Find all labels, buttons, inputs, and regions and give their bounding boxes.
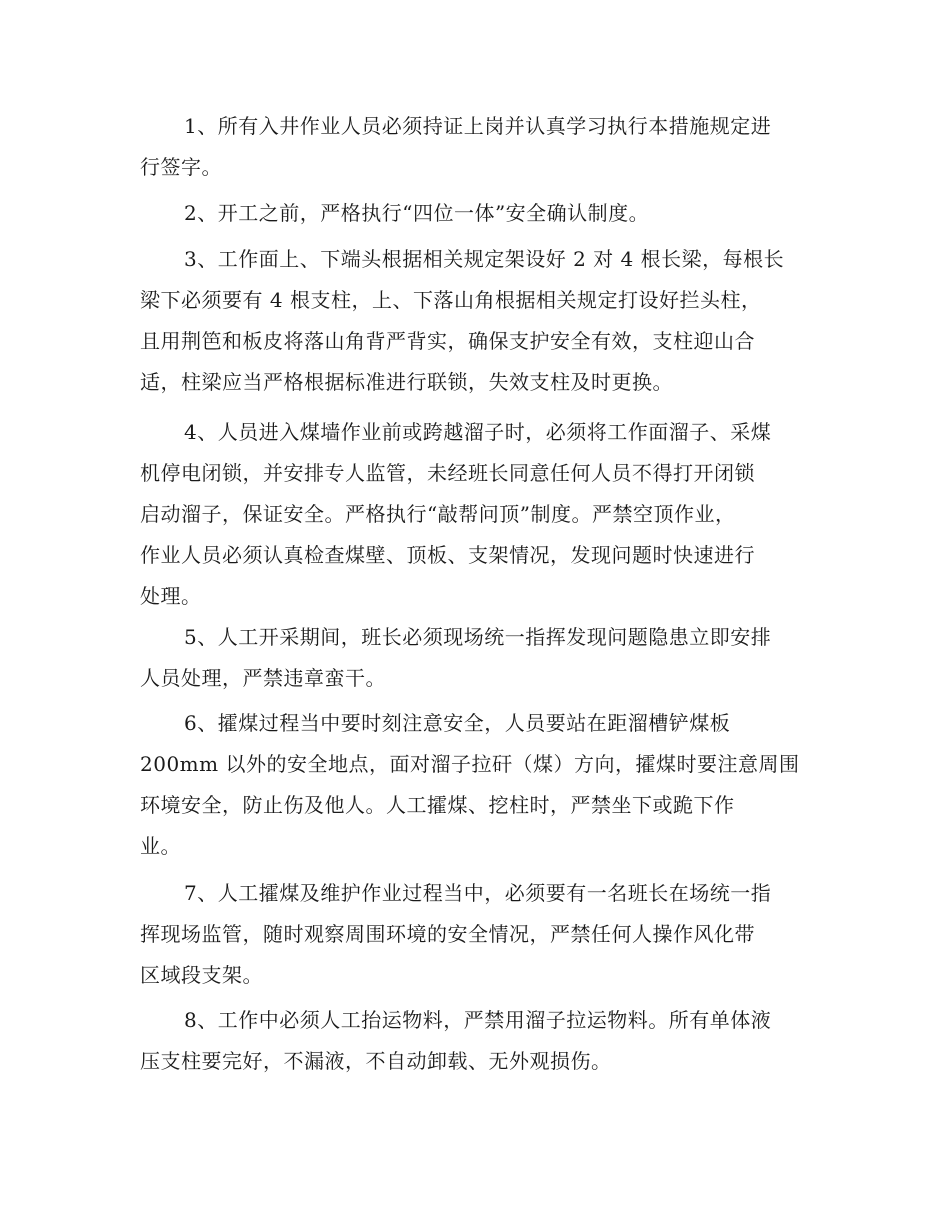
paragraph-line: 梁下必须要有 4 根支柱，上、下落山角根据相关规定打设好拦头柱， — [140, 288, 762, 312]
paragraph-line: 环境安全，防止伤及他人。人工攉煤、挖柱时，严禁坐下或跪下作 — [140, 793, 735, 817]
paragraph-line: 2、开工之前，严格执行“四位一体”安全确认制度。 — [184, 201, 650, 225]
paragraph-line: 启动溜子，保证安全。严格执行“敲帮问顶”制度。严禁空顶作业， — [140, 502, 736, 526]
paragraph-line: 适，柱梁应当严格根据标准进行联锁，失效支柱及时更换。 — [140, 370, 673, 394]
paragraph-line: 处理。 — [140, 584, 202, 608]
paragraph-line: 区域段支架。 — [140, 963, 263, 987]
paragraph-line: 人员处理，严禁违章蛮干。 — [140, 666, 386, 690]
paragraph-line: 行签字。 — [140, 155, 222, 179]
paragraph-line: 挥现场监管，随时观察周围环境的安全情况，严禁任何人操作风化带 — [140, 922, 755, 946]
paragraph-4 — [140, 412, 810, 617]
paragraph-6 — [140, 703, 810, 867]
paragraph-1 — [140, 106, 810, 188]
paragraph-line: 3、工作面上、下端头根据相关规定架设好 2 对 4 根长梁，每根长 — [184, 247, 785, 271]
paragraph-8 — [140, 1000, 810, 1082]
paragraph-line: 压支柱要完好，不漏液，不自动卸载、无外观损伤。 — [140, 1049, 612, 1073]
paragraph-5 — [140, 617, 810, 699]
paragraph-line: 且用荆笆和板皮将落山角背严背实，确保支护安全有效，支柱迎山合 — [140, 329, 755, 353]
paragraph-line: 作业人员必须认真检查煤壁、顶板、支架情况，发现问题时快速进行 — [140, 543, 755, 567]
paragraph-line: 200mm 以外的安全地点，面对溜子拉矸（煤）方向，攉煤时要注意周围 — [140, 752, 800, 776]
paragraph-line: 业。 — [140, 834, 181, 858]
paragraph-line: 5、人工开采期间，班长必须现场统一指挥发现问题隐患立即安排 — [184, 625, 772, 649]
paragraph-line: 6、攉煤过程当中要时刻注意安全，人员要站在距溜槽铲煤板 — [184, 711, 731, 735]
paragraph-line: 1、所有入井作业人员必须持证上岗并认真学习执行本措施规定进 — [184, 114, 772, 138]
paragraph-3-body — [140, 239, 810, 403]
paragraph-7 — [140, 873, 810, 996]
paragraph-2 — [140, 193, 810, 234]
paragraph-line: 4、人员进入煤墙作业前或跨越溜子时，必须将工作面溜子、采煤 — [184, 420, 772, 444]
paragraph-line: 7、人工攉煤及维护作业过程当中，必须要有一名班长在场统一指 — [184, 881, 772, 905]
paragraph-line: 8、工作中必须人工抬运物料，严禁用溜子拉运物料。所有单体液 — [184, 1008, 772, 1032]
paragraph-line: 机停电闭锁，并安排专人监管，未经班长同意任何人员不得打开闭锁 — [140, 461, 755, 485]
